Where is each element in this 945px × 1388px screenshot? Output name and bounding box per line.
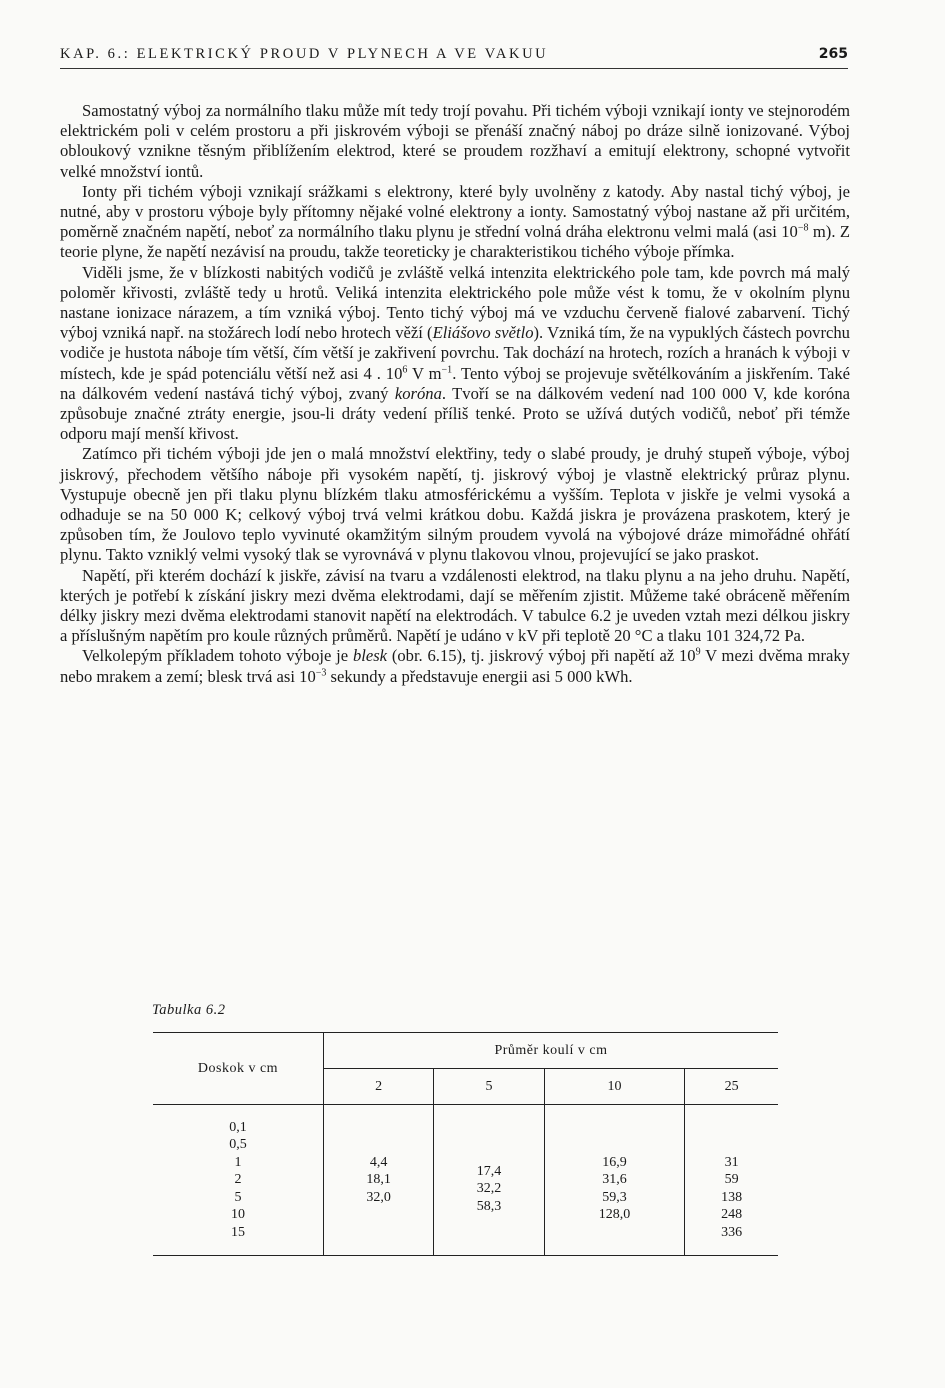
diameter-header: 10 [544,1069,685,1105]
paragraph-5: Napětí, při kterém dochází k jiskře, závisí na tvaru a vzdálenosti elektrod, na tlaku plynu a na jeho druhu. Napětí, kterých je potřebí k získání jiskry mezi dvěma elektrodami, dají se měřením zjistit. Můžeme také obráceně měřením délky jiskry mezi dvěma elektrodami stanovit napětí na elektrodách. V tabulce 6.2 je uveden vztah mezi délkou jiskry a příslušným napětím pro koule různých průměrů. Napětí je udáno v kV při teplotě 20 °C a tlaku 101 324,72 Pa. [60,565,850,646]
text-run: V mezi dvěma mraky nebo mrakem a zemí; blesk trvá asi 10 [60,646,850,686]
page-number: 265 [818,46,848,62]
spark-voltage-table [153,1032,778,1256]
table-cell [685,1136,778,1154]
table-cell: 4,4 [369,1154,388,1170]
table-cell [685,1119,778,1137]
table-cell: 59,3 [602,1189,627,1205]
text-run: V m [407,363,442,383]
text-run: (obr. 6.15), tj. jiskrový výboj při napětí až 10 [387,646,696,666]
text-run: m). Z teorie plyne, že napětí nezávisí na proudu, takže teoreticky je charakteristikou tichého výboje přímka. [60,222,851,262]
table-cell: 16,9 [602,1154,627,1170]
table-cell: 32,0 [366,1189,391,1205]
table-cell: 15 [231,1224,245,1240]
table-cell: 32,2 [476,1181,502,1196]
table-cell: 5 [234,1189,242,1205]
diameter-header: 25 [685,1069,778,1105]
column-d10 [544,1105,685,1256]
body-text [60,101,850,687]
paragraph-2 [60,182,850,263]
table-cell: 2 [234,1172,242,1188]
exponent: −8 [797,222,809,234]
text-run: sekundy a představuje energii asi 5 000 kWh. [326,666,633,686]
exponent: 9 [695,646,701,658]
table-cell: 128,0 [598,1207,631,1223]
table-cell: 1 [234,1154,242,1170]
emphasis: koróna [394,383,442,403]
table-caption: Tabulka 6.2 [152,1002,226,1018]
table-cell: 248 [721,1207,743,1223]
column-d2 [324,1105,434,1256]
table-cell: 17,4 [476,1163,502,1179]
table-header-row [153,1033,778,1069]
table-cell: 59 [724,1172,739,1188]
diameter-header: 2 [324,1069,434,1105]
table-cell [545,1136,685,1154]
table-cell: 31,6 [602,1172,627,1188]
table-body-row [153,1105,778,1256]
emphasis: Eliášovo světlo [432,323,534,343]
text-run: . Tvoří se na dálkovém vedení nad 100 000 V, kde koróna způsobuje značné ztráty energie, jsou-li dráty vedení příliš tenké. Proto se užívá dutých vodičů, neboť při témže odporu mají menší křivost. [60,383,850,444]
running-header [60,46,848,69]
table-cell: 58,3 [476,1198,502,1214]
column-d5 [434,1105,544,1256]
column-d25 [685,1105,778,1256]
diameter-header: 5 [434,1069,544,1105]
table-cell: 336 [721,1224,743,1240]
table-cell: 0,5 [229,1137,247,1153]
paragraph-1: Samostatný výboj za normálního tlaku může mít tedy trojí povahu. Při tichém výboji vznikají ionty ve stejnorodém elektrickém poli v celém prostoru a při jiskrovém výboji se přenáší značný náboj po dráze silně ionizované. Výboj obloukový vznikne těsným přiblížením elektrod, které se proudem rozžhaví a emitují elektrony, schopné vytvořit velké množství iontů. [60,101,850,181]
chapter-title: KAP. 6.: ELEKTRICKÝ PROUD V PLYNECH A VE VAKUU [60,46,549,62]
text-run: . Tento výboj se projevuje světélkováním a jiskřením. Také na dálkovém vedení nastává tichý výboj, zvaný [60,363,850,403]
text-run: Velkolepým příkladem tohoto výboje je [82,646,353,666]
emphasis: blesk [352,646,388,666]
paragraph-3 [60,263,850,445]
exponent: 6 [402,364,408,376]
table-cell: 31 [724,1154,739,1170]
table-cell: 0,1 [229,1119,247,1135]
text-run: ). Vzniká tím, že na vypuklých částech povrchu vodiče je hustota náboje tím větší, čím větší je zakřivení povrchu. Tak dochází na hrotech, rozích a hranách k výboji v místech, kde je spád potenciálu větší než asi 4 . 10 [60,323,850,383]
group-header-cell: Průměr koulí v cm [324,1033,779,1069]
table-cell [434,1145,543,1163]
text-run: Viděli jsme, že v blízkosti nabitých vodičů je zvláště velká intenzita elektrického pole tam, kde povrch má malý poloměr křivosti, zvláště tedy u hrotů. Veliká intenzita elektrického pole může vést k tomu, že v okolním plynu nastane ionizace nárazem, a tím vzniká výboj. Tento tichý výboj má ve vzduchu červeně fialové zabarvení. Tichý výboj vzniká např. na stožárech lodí nebo hrotech věží ( [60,262,850,343]
table-cell: 18,1 [366,1172,391,1188]
exponent: −1 [441,364,453,376]
paragraph-4: Zatímco při tichém výboji jde jen o malá množství elektřiny, tedy o slabé proudy, je druhý stupeň výboje, výboj jiskrový, přechodem většího náboje při vysokém napětí, tj. jiskrový výboj je vlastně elektrický průraz plynu. Vystupuje obecně jen při tlaku plynu blízkém tlaku atmosférickému a vyšším. Teplota v jiskře je velmi vysoká a odhaduje se na 50 000 K; celkový výboj trvá velmi krátkou dobu. Každá jiskra je provázena praskotem, který je způsoben tím, že Joulovo teplo vyvinuté okamžitým silným proudem vyvolá na výbojové dráze mimořádné ohřátí plynu. Takto vzniklý velmi vysoký tlak se vyrovnává v plynu tlakovou vlnou, projevující se jako praskot. [60,444,850,565]
row-header-cell: Doskok v cm [153,1033,324,1105]
table-cell: 138 [721,1189,743,1205]
text-run: Ionty při tichém výboji vznikají srážkami s elektrony, které byly uvolněny z katody. Aby nastal tichý výboj, je nutné, aby v prostoru výboje byly přítomny nějaké volné elektrony a ionty. Samostatný výboj nastane až při určitém, poměrně značném napětí, neboť za normálního tlaku plynu je střední volná dráha elektronu velmi malá (asi 10 [60,181,850,242]
exponent: −3 [315,667,327,679]
distance-column [153,1105,324,1256]
paragraph-6 [60,646,850,686]
table-cell: 10 [231,1207,245,1223]
